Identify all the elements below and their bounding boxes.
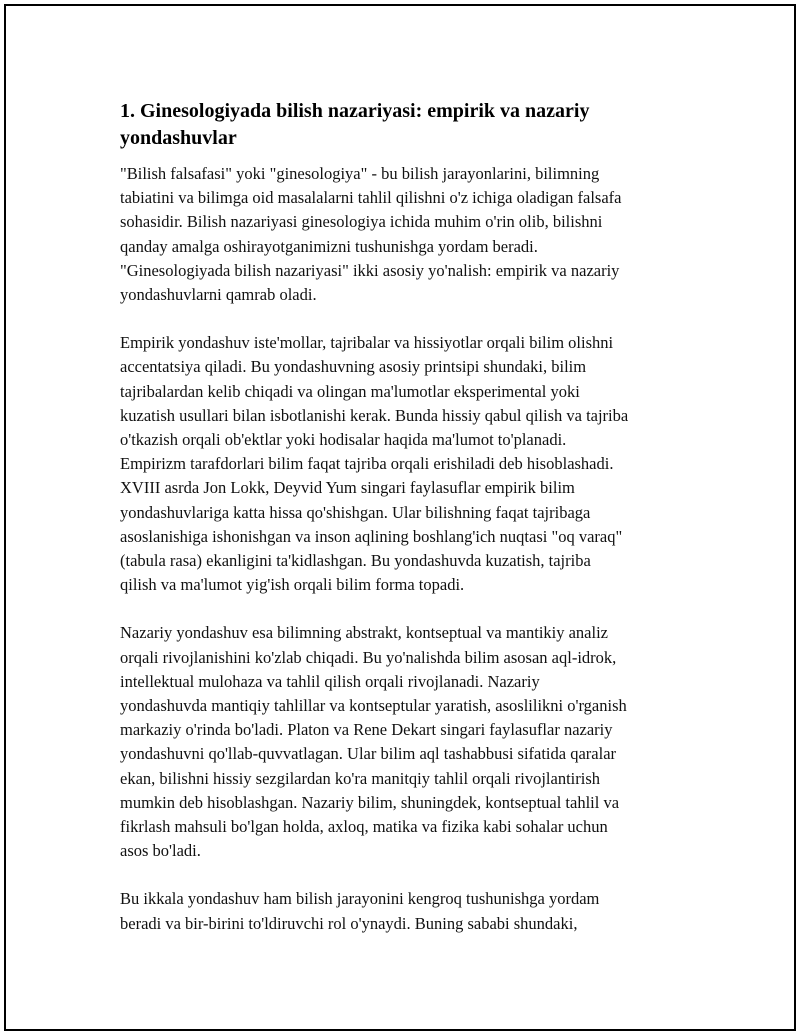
paragraph-theoretical [120,621,694,863]
text-line: intellektual mulohaza va tahlil qilish orqali rivojlanadi. Nazariy [120,671,540,691]
text-line: Nazariy yondashuv esa bilimning abstrakt, kontseptual va mantikiy analiz [120,623,608,643]
text-line: tabiatini va bilimga oid masalalarni tahlil qilishni o'z ichiga oladigan falsafa [120,188,622,208]
text-line: beradi va bir-birini to'ldiruvchi rol o'ynaydi. Buning sababi shundaki, [120,913,578,933]
text-line: Empirik yondashuv iste'mollar, tajribalar va hissiyotlar orqali bilim olishni [120,333,614,353]
paragraph-empirical [120,331,694,597]
text-line: (tabula rasa) ekanligini ta'kidlashgan. Bu yondashuvda kuzatish, tajriba [120,551,591,571]
heading-line: 1. Ginesologiyada bilish nazariyasi: empirik va nazariy [120,100,590,122]
document-body [120,98,694,960]
text-line: asoslanishiga ishonishgan va inson aqlining boshlang'ich nuqtasi "oq varaq" [120,526,623,546]
text-line: qilish va ma'lumot yig'ish orqali bilim forma topadi. [120,575,465,595]
text-line: orqali rivojlanishini ko'zlab chiqadi. Bu yo'nalishda bilim asosan aql-idrok, [120,647,617,667]
text-line: yondashuvda mantiqiy tahlillar va kontseptular yaratish, asoslilikni o'rganish [120,696,627,716]
text-line: qanday amalga oshirayotganimizni tushunishga yordam beradi. [120,236,538,256]
text-line: fikrlash mahsuli bo'lgan holda, axloq, matika va fizika kabi sohalar uchun [120,817,608,837]
section-heading [120,98,694,152]
text-line: yondashuvlariga katta hissa qo'shishgan. Ular bilishning faqat tajribaga [120,502,591,522]
text-line: mumkin deb hisoblashgan. Nazariy bilim, shuningdek, kontseptual tahlil va [120,792,620,812]
text-line: markaziy o'rinda bo'ladi. Platon va Rene Dekart singari faylasuflar nazariy [120,720,613,740]
text-line: ekan, bilishni hissiy sezgilardan ko'ra manitqiy tahlil orqali rivojlantirish [120,768,601,788]
text-line: yondashuvlarni qamrab oladi. [120,285,317,305]
text-line: Empirizm tarafdorlari bilim faqat tajriba orqali erishiladi deb hisoblashadi. [120,454,614,474]
document-page [4,4,796,1031]
text-line: "Ginesologiyada bilish nazariyasi" ikki asosiy yo'nalish: empirik va nazariy [120,260,620,280]
text-line: asos bo'ladi. [120,841,201,861]
text-line: "Bilish falsafasi" yoki "ginesologiya" - bu bilish jarayonlarini, bilimning [120,164,600,183]
text-line: yondashuvni qo'llab-quvvatlagan. Ular bilim aql tashabbusi sifatida qaralar [120,744,617,764]
text-line: accentatsiya qiladi. Bu yondashuvning asosiy printsipi shundaki, bilim [120,357,587,377]
text-line: tajribalardan kelib chiqadi va olingan ma'lumotlar eksperimental yoki [120,381,580,401]
text-line: sohasidir. Bilish nazariyasi ginesologiya ichida muhim o'rin olib, bilishni [120,212,603,232]
paragraph-conclusion [120,887,694,935]
text-line: kuzatish usullari bilan isbotlanishi kerak. Bunda hissiy qabul qilish va tajriba [120,405,629,425]
text-line: o'tkazish orqali ob'ektlar yoki hodisalar haqida ma'lumot to'planadi. [120,430,567,450]
heading-line: yondashuvlar [120,127,237,149]
paragraph-intro [120,162,694,307]
text-line: Bu ikkala yondashuv ham bilish jarayonini kengroq tushunishga yordam [120,889,600,909]
text-line: XVIII asrda Jon Lokk, Deyvid Yum singari faylasuflar empirik bilim [120,478,575,498]
